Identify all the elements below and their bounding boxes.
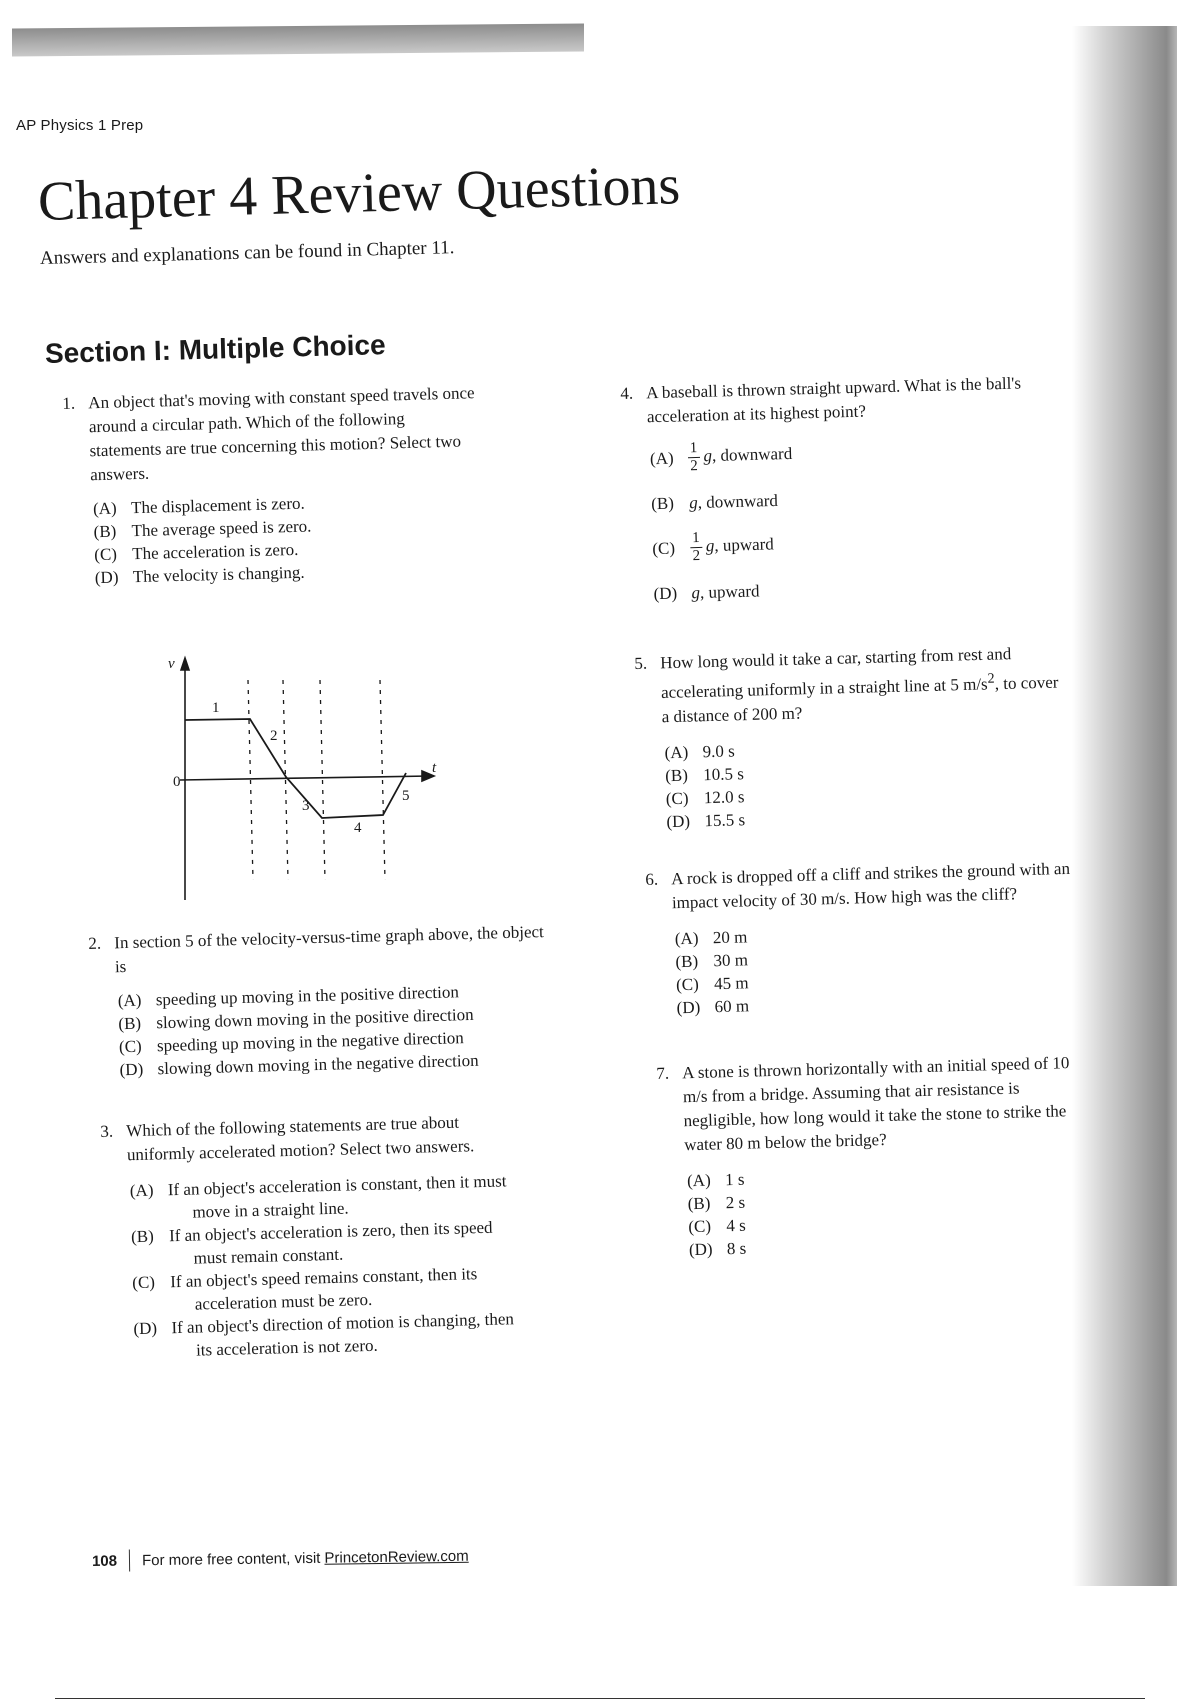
question-4 xyxy=(620,370,1072,622)
v-axis-arrow xyxy=(181,658,189,670)
question-stem: A baseball is thrown straight upward. What is the ball's acceleration at its highest point? xyxy=(646,373,1022,427)
choice-b: (B) g, downward xyxy=(650,490,779,514)
choice-d: (D) slowing down moving in the negative direction xyxy=(119,1050,479,1080)
choice-c: (C) 4 s xyxy=(688,1215,746,1237)
running-head: AP Physics 1 Prep xyxy=(16,117,144,134)
t-axis-label: t xyxy=(432,760,437,776)
choice-d: (D) If an object's direction of motion is changing, then its acceleration is not zero. xyxy=(133,1309,515,1360)
question-number: 3. xyxy=(100,1121,114,1141)
footer-text: For more free content, visit xyxy=(141,1549,321,1569)
book-binding-shadow xyxy=(1072,26,1177,1586)
choice-d: (D) The velocity is changing. xyxy=(94,562,305,588)
choice-b: (B) The average speed is zero. xyxy=(93,516,312,542)
question-3 xyxy=(100,1109,542,1364)
choice-a: (A) 1 s xyxy=(686,1169,745,1191)
top-scan-bar xyxy=(12,24,584,57)
fraction-one-half: $\frac{1}{2}$ xyxy=(691,529,701,565)
question-stem: Which of the following statements are true about uniformly accelerated motion? Select two answers. xyxy=(126,1112,475,1165)
choice-c: (C) If an object's speed remains constant, then its acceleration must be zero. xyxy=(132,1264,478,1314)
subtitle: Answers and explanations can be found in Chapter 11. xyxy=(39,237,455,269)
section-label-1: 1 xyxy=(212,700,220,716)
choice-b: (B) 10.5 s xyxy=(664,763,745,785)
velocity-time-graph xyxy=(140,650,440,905)
t-axis xyxy=(180,776,430,780)
question-stem: A stone is thrown horizontally with an initial speed of 10 m/s from a bridge. Assuming that air resistance is negligible, how long would it take the stone to strike the water 80 m below the bridge? xyxy=(682,1053,1070,1155)
question-2 xyxy=(88,920,548,1082)
choice-a: (A) 20 m xyxy=(674,927,748,949)
question-number: 7. xyxy=(656,1063,670,1083)
section-boundaries xyxy=(248,680,385,880)
fraction-one-half: $\frac{1}{2}$ xyxy=(689,440,698,475)
choice-a: (A) The displacement is zero. xyxy=(92,493,305,519)
question-number: 1. xyxy=(62,393,76,413)
choice-c: (C) 12.0 s xyxy=(665,786,745,808)
page-title: Chapter 4 Review Questions xyxy=(37,154,681,233)
choice-b: (B) If an object's acceleration is zero, then its speed must remain constant. xyxy=(130,1217,493,1268)
question-5 xyxy=(634,641,1075,834)
choice-a: (A) If an object's acceleration is constant, then it must move in a straight line. xyxy=(129,1171,507,1222)
question-number: 4. xyxy=(620,383,634,403)
question-stem: How long would it take a car, starting from rest and accelerating uniformly in a straight line at 5 $m/s^2$, to cover a distance of 200 m? xyxy=(660,644,1059,726)
question-number: 5. xyxy=(634,653,648,673)
question-stem: An object that's moving with constant speed travels once around a circular path. Which of the following statements are true concerning this motion? Select two answers. xyxy=(88,383,475,485)
choice-d: (D) 60 m xyxy=(676,996,750,1018)
choice-a: (A) speeding up moving in the positive direction xyxy=(117,982,460,1011)
choice-c: (C) $\frac{1}{2}$ g, upward xyxy=(652,529,775,565)
choice-d: (D) g, upward xyxy=(653,581,760,604)
page-footer xyxy=(92,1545,469,1572)
question-stem: In section 5 of the velocity-versus-time graph above, the object is xyxy=(114,922,544,977)
choice-a: (A) $\frac{1}{2}$ g, downward xyxy=(649,440,793,475)
choice-b: (B) 30 m xyxy=(675,950,749,972)
section-label-3: 3 xyxy=(302,798,310,814)
choice-b: (B) 2 s xyxy=(687,1192,746,1214)
page-number: 108 xyxy=(91,1552,118,1570)
choice-c: (C) 45 m xyxy=(675,973,749,995)
origin-label: 0 xyxy=(173,774,181,790)
velocity-curve xyxy=(185,719,406,818)
choice-c: (C) The acceleration is zero. xyxy=(94,539,299,565)
footer-divider xyxy=(129,1549,130,1571)
section-label-5: 5 xyxy=(402,788,410,804)
question-number: 6. xyxy=(645,869,659,889)
choice-c: (C) speeding up moving in the negative direction xyxy=(118,1028,465,1057)
v-axis-label: v xyxy=(168,656,175,672)
question-stem: A rock is dropped off a cliff and strikes the ground with an impact velocity of 30 m/s. How high was the cliff? xyxy=(671,858,1071,913)
section-heading: Section I: Multiple Choice xyxy=(44,329,386,369)
choice-a: (A) 9.0 s xyxy=(664,741,735,762)
question-6 xyxy=(645,857,1085,1020)
question-1 xyxy=(62,381,503,590)
princeton-review-link[interactable]: PrincetonReview.com xyxy=(324,1547,469,1567)
choice-d: (D) 15.5 s xyxy=(666,809,746,831)
choice-b: (B) slowing down moving in the positive direction xyxy=(118,1004,474,1034)
bottom-scan-edge xyxy=(55,1698,1145,1699)
section-label-4: 4 xyxy=(354,820,362,836)
question-7 xyxy=(656,1051,1097,1262)
question-number: 2. xyxy=(88,933,102,953)
section-label-2: 2 xyxy=(270,728,278,744)
choice-d: (D) 8 s xyxy=(688,1238,747,1260)
